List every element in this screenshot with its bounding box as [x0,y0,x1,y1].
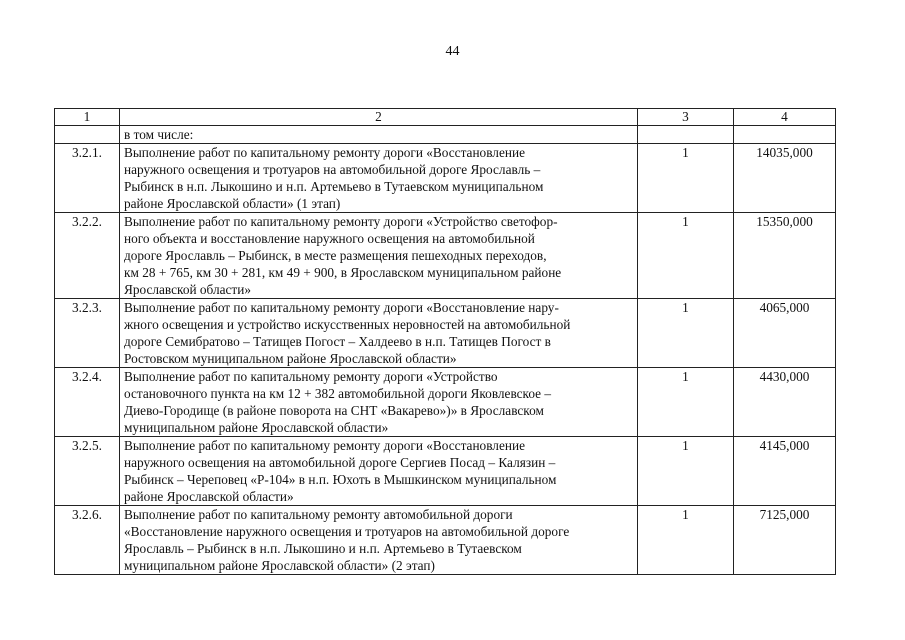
row-amount: 4430,000 [734,368,836,437]
row-description [120,437,638,506]
description-line: Диево-Городище (в районе поворота на СНТ «Вакарево»)» в Ярославском [124,403,544,418]
header-col-4: 4 [734,109,836,126]
description-line: районе Ярославской области» [124,489,294,504]
row-quantity: 1 [638,144,734,213]
row-description [120,299,638,368]
description-line: дороге Ярославль – Рыбинск, в месте размещения пешеходных переходов, [124,248,547,263]
description-line: Выполнение работ по капитальному ремонту дороги «Устройство светофор- [124,214,558,229]
subheader-empty-cell [55,126,120,144]
row-amount: 14035,000 [734,144,836,213]
row-number: 3.2.1. [55,144,120,213]
row-quantity: 1 [638,506,734,575]
description-line: дороге Семибратово – Татищев Погост – Халдеево в н.п. Татищев Погост в [124,334,551,349]
table-header-row [55,109,836,126]
table-row [55,144,836,213]
description-line: Рыбинск в н.п. Лыкошино и н.п. Артемьево в Тутаевском муниципальном [124,179,544,194]
description-line: Выполнение работ по капитальному ремонту дороги «Устройство [124,369,498,384]
subheader-empty-cell [638,126,734,144]
row-number: 3.2.3. [55,299,120,368]
table-row [55,368,836,437]
row-number: 3.2.2. [55,213,120,299]
row-description [120,213,638,299]
header-col-1: 1 [55,109,120,126]
row-amount: 15350,000 [734,213,836,299]
description-line: районе Ярославской области» (1 этап) [124,196,341,211]
row-description [120,144,638,213]
header-col-3: 3 [638,109,734,126]
description-line: наружного освещения и тротуаров на автомобильной дороге Ярославль – [124,162,541,177]
row-number: 3.2.6. [55,506,120,575]
description-line: Рыбинск – Череповец «Р-104» в н.п. Юхоть в Мышкинском муниципальном [124,472,557,487]
description-line: Выполнение работ по капитальному ремонту дороги «Восстановление [124,438,525,453]
description-line: Ростовском муниципальном районе Ярославской области» [124,351,457,366]
subheader-text: в том числе: [120,126,638,144]
description-line: Выполнение работ по капитальному ремонту дороги «Восстановление нару- [124,300,559,315]
description-line: наружного освещения на автомобильной дороге Сергиев Посад – Калязин – [124,455,556,470]
row-number: 3.2.4. [55,368,120,437]
table-row [55,437,836,506]
description-line: остановочного пункта на км 12 + 382 автомобильной дороги Яковлевское – [124,386,552,401]
row-quantity: 1 [638,213,734,299]
row-amount: 4065,000 [734,299,836,368]
description-line: Выполнение работ по капитальному ремонту дороги «Восстановление [124,145,525,160]
description-line: км 28 + 765, км 30 + 281, км 49 + 900, в Ярославском муниципальном районе [124,265,562,280]
row-quantity: 1 [638,299,734,368]
header-col-2: 2 [120,109,638,126]
description-line: «Восстановление наружного освещения и тротуаров на автомобильной дороге [124,524,570,539]
subheader-empty-cell [734,126,836,144]
table-row [55,299,836,368]
description-line: Ярославской области» [124,282,252,297]
page-number: 44 [445,44,460,59]
description-line: жного освещения и устройство искусственных неровностей на автомобильной [124,317,571,332]
works-table [54,108,836,575]
row-description [120,506,638,575]
row-amount: 4145,000 [734,437,836,506]
description-line: Выполнение работ по капитальному ремонту автомобильной дороги [124,507,513,522]
table-row [55,213,836,299]
subheader-row [55,126,836,144]
row-number: 3.2.5. [55,437,120,506]
row-quantity: 1 [638,368,734,437]
description-line: муниципальном районе Ярославской области» [124,420,389,435]
row-description [120,368,638,437]
row-amount: 7125,000 [734,506,836,575]
description-line: муниципальном районе Ярославской области» (2 этап) [124,558,435,573]
table-row [55,506,836,575]
description-line: ного объекта и восстановление наружного освещения на автомобильной [124,231,535,246]
description-line: Ярославль – Рыбинск в н.п. Лыкошино и н.п. Артемьево в Тутаевском [124,541,522,556]
row-quantity: 1 [638,437,734,506]
